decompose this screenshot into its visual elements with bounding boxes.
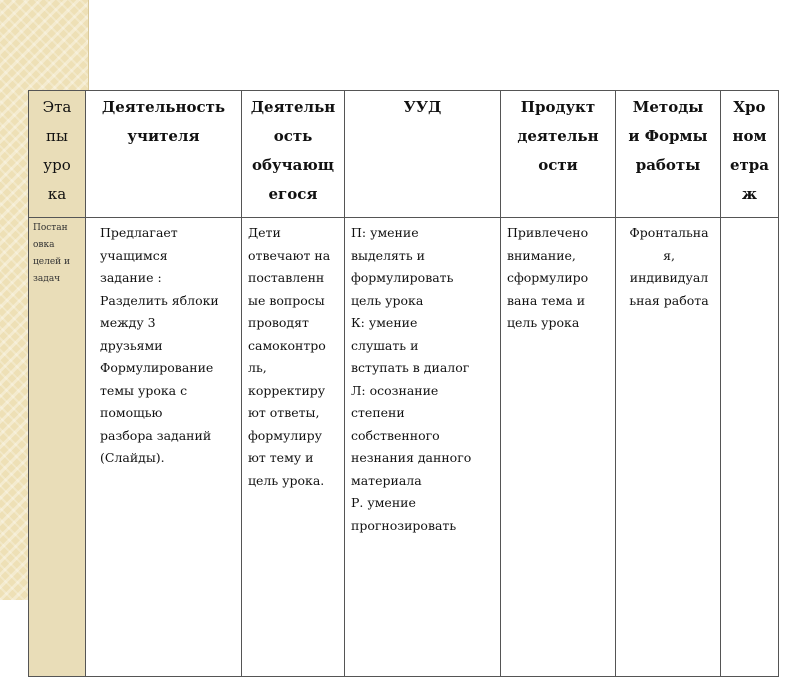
header-methods: Методы и Формы работы — [616, 91, 721, 218]
cell-timing — [721, 218, 779, 677]
header-student-activity: Деятельн ость обучающ егося — [242, 91, 345, 218]
header-timing: Хро ном етра ж — [721, 91, 779, 218]
header-row — [29, 91, 779, 218]
cell-product: Привлечено внимание, сформулиро вана тема и цель урока — [501, 218, 616, 677]
cell-student-activity: Дети отвечают на поставленн ые вопросы проводят самоконтро ль, корректиру ют ответы, формулиру ют тему и цель урока. — [242, 218, 345, 677]
header-teacher-activity: Деятельность учителя — [86, 91, 242, 218]
header-product: Продукт деятельн ости — [501, 91, 616, 218]
cell-teacher-activity: Предлагает учащимся задание : Разделить яблоки между 3 друзьями Формулирование темы урока с помощью разбора заданий (Слайды). — [86, 218, 242, 677]
cell-methods: Фронтальна я, индивидуал ьная работа — [616, 218, 721, 677]
header-stage: Эта пы уро ка — [29, 91, 86, 218]
header-uud: УУД — [345, 91, 501, 218]
lesson-plan-table — [28, 90, 779, 677]
cell-uud: П: умение выделять и формулировать цель урока К: умение слушать и вступать в диалог Л: осознание степени собственного незнания данного материала Р. умение прогнозировать — [345, 218, 501, 677]
cell-stage: Постан овка целей и задач — [29, 218, 86, 677]
table-row — [29, 218, 779, 677]
